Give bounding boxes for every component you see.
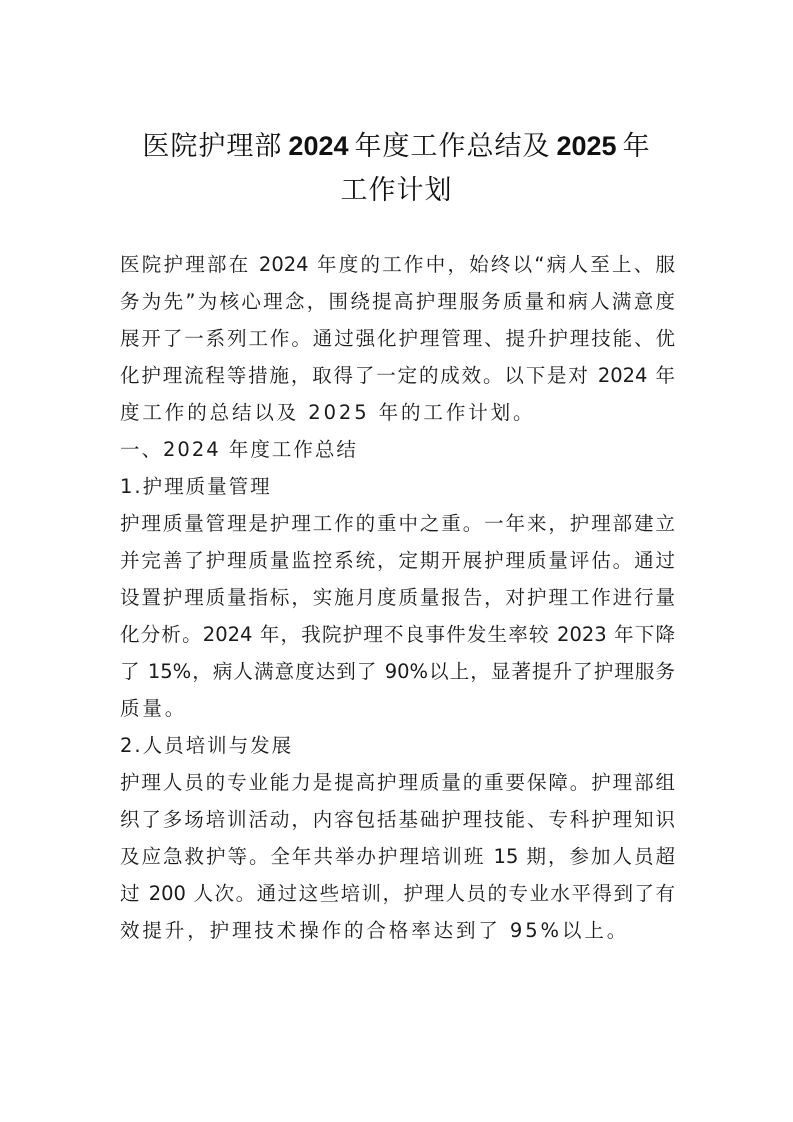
text-line: 设置护理质量指标，实施月度质量报告，对护理工作进行量: [120, 586, 675, 609]
text-line: 度工作的总结以及 2025 年的工作计划。: [120, 401, 536, 424]
subsection-heading-quality: 1.护理质量管理: [120, 475, 272, 498]
text-line: 展开了一系列工作。通过强化护理管理、提升护理技能、优: [120, 327, 675, 350]
training-paragraph: [120, 764, 675, 949]
intro-paragraph: [120, 246, 675, 431]
text-line: 并完善了护理质量监控系统，定期开展护理质量评估。通过: [120, 549, 675, 572]
text-line: 医院护理部在 2024 年度的工作中，始终以“病人至上、服: [120, 253, 675, 276]
text-line: 了 15%，病人满意度达到了 90%以上，显著提升了护理服务: [120, 660, 675, 683]
title-line-1: [100, 124, 693, 169]
text-line: 效提升，护理技术操作的合格率达到了 95%以上。: [120, 919, 630, 942]
section-heading-1: 一、2024 年度工作总结: [120, 438, 358, 461]
title-line-2: 工作计划: [340, 175, 453, 206]
title-part: 医院护理部: [142, 131, 283, 162]
subsection-heading-training: 2.人员培训与发展: [120, 734, 294, 757]
text-line: 质量。: [120, 697, 188, 720]
document-title: [100, 124, 693, 213]
text-line: 化分析。2024 年，我院护理不良事件发生率较 2023 年下降: [120, 623, 675, 646]
text-line: 化护理流程等措施，取得了一定的成效。以下是对 2024 年: [120, 364, 675, 387]
title-year-2025: 2025: [556, 131, 617, 161]
document-body: [120, 246, 675, 949]
text-line: 及应急救护等。全年共举办护理培训班 15 期，参加人员超: [120, 845, 675, 868]
text-line: 务为先”为核心理念，围绕提高护理服务质量和病人满意度: [120, 290, 675, 313]
text-line: 护理人员的专业能力是提高护理质量的重要保障。护理部组: [120, 771, 675, 794]
title-part: 年度工作总结及: [354, 131, 551, 162]
text-line: 过 200 人次。通过这些培训，护理人员的专业水平得到了有: [120, 882, 675, 905]
quality-paragraph: [120, 505, 675, 727]
text-line: 织了多场培训活动，内容包括基础护理技能、专科护理知识: [120, 808, 675, 831]
text-line: 护理质量管理是护理工作的重中之重。一年来，护理部建立: [120, 512, 675, 535]
title-year-2024: 2024: [288, 131, 349, 161]
title-part: 年: [622, 131, 651, 162]
